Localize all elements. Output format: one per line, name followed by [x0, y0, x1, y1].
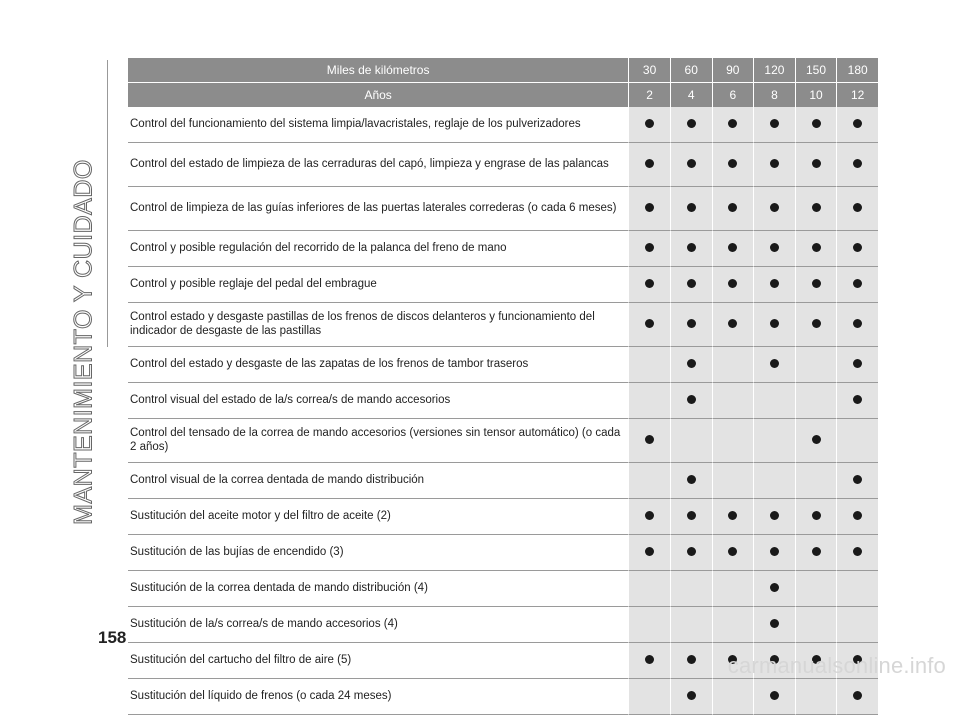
check-dot-icon — [812, 319, 821, 328]
interval-cell — [753, 571, 795, 607]
check-dot-icon — [687, 359, 696, 368]
check-dot-icon — [812, 511, 821, 520]
interval-cell — [712, 607, 754, 643]
interval-cell — [753, 187, 795, 231]
interval-cell — [670, 347, 712, 383]
check-dot-icon — [687, 279, 696, 288]
interval-cell — [628, 267, 670, 303]
interval-cell — [670, 419, 712, 463]
interval-cell — [795, 383, 837, 419]
table-row — [128, 571, 878, 607]
interval-cell — [670, 383, 712, 419]
check-dot-icon — [687, 547, 696, 556]
check-dot-icon — [645, 511, 654, 520]
interval-cell — [628, 643, 670, 679]
operation-description: Sustitución de las bujías de encendido (3) — [128, 535, 628, 571]
interval-cell — [628, 571, 670, 607]
check-dot-icon — [645, 243, 654, 252]
interval-cell — [712, 107, 754, 143]
interval-cell — [753, 143, 795, 187]
operation-description: Sustitución del cartucho del filtro de aire (5) — [128, 643, 628, 679]
check-dot-icon — [770, 691, 779, 700]
interval-cell — [628, 187, 670, 231]
interval-cell — [712, 463, 754, 499]
interval-cell — [712, 143, 754, 187]
interval-cell — [712, 231, 754, 267]
check-dot-icon — [687, 475, 696, 484]
table-row — [128, 107, 878, 143]
check-dot-icon — [687, 119, 696, 128]
interval-cell — [753, 607, 795, 643]
check-dot-icon — [645, 655, 654, 664]
interval-cell — [836, 383, 878, 419]
km-interval: 180 — [836, 58, 878, 83]
table-row — [128, 267, 878, 303]
table-row — [128, 347, 878, 383]
table-row — [128, 463, 878, 499]
interval-cell — [836, 499, 878, 535]
header-km-row — [128, 58, 878, 83]
interval-cell — [628, 231, 670, 267]
interval-cell — [712, 187, 754, 231]
side-divider — [107, 60, 108, 347]
year-interval: 2 — [628, 83, 670, 107]
interval-cell — [628, 383, 670, 419]
interval-cell — [670, 571, 712, 607]
maintenance-schedule-table — [128, 58, 878, 715]
interval-cell — [712, 679, 754, 715]
check-dot-icon — [853, 119, 862, 128]
check-dot-icon — [770, 619, 779, 628]
check-dot-icon — [770, 159, 779, 168]
check-dot-icon — [853, 203, 862, 212]
interval-cell — [753, 383, 795, 419]
check-dot-icon — [853, 511, 862, 520]
check-dot-icon — [770, 359, 779, 368]
table-row — [128, 187, 878, 231]
year-interval: 8 — [753, 83, 795, 107]
table-row — [128, 607, 878, 643]
km-interval: 120 — [753, 58, 795, 83]
interval-cell — [836, 107, 878, 143]
interval-cell — [628, 303, 670, 347]
interval-cell — [836, 535, 878, 571]
year-interval: 4 — [670, 83, 712, 107]
check-dot-icon — [770, 203, 779, 212]
interval-cell — [670, 187, 712, 231]
interval-cell — [753, 499, 795, 535]
check-dot-icon — [812, 119, 821, 128]
check-dot-icon — [687, 511, 696, 520]
operation-description: Sustitución del aceite motor y del filtro de aceite (2) — [128, 499, 628, 535]
km-interval: 90 — [712, 58, 754, 83]
interval-cell — [628, 419, 670, 463]
interval-cell — [795, 607, 837, 643]
interval-cell — [836, 679, 878, 715]
interval-cell — [628, 499, 670, 535]
check-dot-icon — [728, 243, 737, 252]
check-dot-icon — [687, 395, 696, 404]
check-dot-icon — [728, 279, 737, 288]
interval-cell — [836, 607, 878, 643]
interval-cell — [795, 679, 837, 715]
interval-cell — [753, 463, 795, 499]
interval-cell — [795, 231, 837, 267]
interval-cell — [795, 187, 837, 231]
table-row — [128, 383, 878, 419]
km-interval: 30 — [628, 58, 670, 83]
check-dot-icon — [645, 547, 654, 556]
interval-cell — [795, 267, 837, 303]
check-dot-icon — [770, 119, 779, 128]
interval-cell — [753, 535, 795, 571]
interval-cell — [712, 267, 754, 303]
check-dot-icon — [645, 203, 654, 212]
check-dot-icon — [853, 319, 862, 328]
header-km-label: Miles de kilómetros — [128, 58, 628, 83]
year-interval: 6 — [712, 83, 754, 107]
check-dot-icon — [853, 395, 862, 404]
operation-description: Control y posible reglaje del pedal del embrague — [128, 267, 628, 303]
interval-cell — [836, 187, 878, 231]
check-dot-icon — [770, 511, 779, 520]
operation-description: Control del estado de limpieza de las cerraduras del capó, limpieza y engrase de las palancas — [128, 143, 628, 187]
operation-description: Control estado y desgaste pastillas de los frenos de discos delanteros y funcionamiento del indicador de desgaste de las pastillas — [128, 303, 628, 347]
check-dot-icon — [687, 655, 696, 664]
check-dot-icon — [812, 203, 821, 212]
check-dot-icon — [812, 279, 821, 288]
check-dot-icon — [770, 243, 779, 252]
operation-description: Sustitución de la/s correa/s de mando accesorios (4) — [128, 607, 628, 643]
operation-description: Control del tensado de la correa de mando accesorios (versiones sin tensor automático) (o cada 2 años) — [128, 419, 628, 463]
operation-description: Control y posible regulación del recorrido de la palanca del freno de mano — [128, 231, 628, 267]
table-row — [128, 499, 878, 535]
check-dot-icon — [853, 243, 862, 252]
interval-cell — [753, 419, 795, 463]
interval-cell — [836, 231, 878, 267]
interval-cell — [712, 535, 754, 571]
interval-cell — [628, 535, 670, 571]
interval-cell — [836, 303, 878, 347]
interval-cell — [753, 303, 795, 347]
interval-cell — [753, 107, 795, 143]
interval-cell — [795, 303, 837, 347]
operation-description: Control del estado y desgaste de las zapatas de los frenos de tambor traseros — [128, 347, 628, 383]
check-dot-icon — [728, 319, 737, 328]
table-row — [128, 419, 878, 463]
interval-cell — [836, 571, 878, 607]
interval-cell — [670, 499, 712, 535]
interval-cell — [795, 143, 837, 187]
interval-cell — [628, 463, 670, 499]
interval-cell — [670, 303, 712, 347]
check-dot-icon — [645, 159, 654, 168]
check-dot-icon — [687, 159, 696, 168]
interval-cell — [670, 231, 712, 267]
interval-cell — [628, 107, 670, 143]
operation-description: Sustitución de la correa dentada de mando distribución (4) — [128, 571, 628, 607]
check-dot-icon — [853, 159, 862, 168]
check-dot-icon — [645, 279, 654, 288]
operation-description: Control de limpieza de las guías inferiores de las puertas laterales correderas (o cada 6 meses) — [128, 187, 628, 231]
watermark-text: carmanualsonline.info — [727, 653, 946, 678]
header-years-label: Años — [128, 83, 628, 107]
check-dot-icon — [812, 159, 821, 168]
interval-cell — [712, 419, 754, 463]
interval-cell — [670, 463, 712, 499]
interval-cell — [628, 607, 670, 643]
operation-description: Control visual de la correa dentada de mando distribución — [128, 463, 628, 499]
interval-cell — [670, 679, 712, 715]
interval-cell — [795, 419, 837, 463]
check-dot-icon — [770, 547, 779, 556]
km-interval: 150 — [795, 58, 837, 83]
section-title-text: MANTENIMIENTO Y CUIDADO — [69, 159, 98, 525]
interval-cell — [670, 143, 712, 187]
check-dot-icon — [728, 511, 737, 520]
check-dot-icon — [728, 547, 737, 556]
table-row — [128, 679, 878, 715]
interval-cell — [753, 679, 795, 715]
year-interval: 12 — [836, 83, 878, 107]
interval-cell — [836, 143, 878, 187]
interval-cell — [795, 463, 837, 499]
check-dot-icon — [687, 691, 696, 700]
interval-cell — [795, 347, 837, 383]
interval-cell — [712, 347, 754, 383]
interval-cell — [795, 107, 837, 143]
check-dot-icon — [728, 159, 737, 168]
interval-cell — [670, 607, 712, 643]
interval-cell — [795, 535, 837, 571]
operation-description: Control visual del estado de la/s correa/s de mando accesorios — [128, 383, 628, 419]
check-dot-icon — [687, 243, 696, 252]
interval-cell — [753, 267, 795, 303]
page-number: 158 — [98, 628, 127, 647]
interval-cell — [670, 107, 712, 143]
check-dot-icon — [687, 319, 696, 328]
interval-cell — [753, 347, 795, 383]
check-dot-icon — [853, 691, 862, 700]
header-years-row — [128, 83, 878, 107]
check-dot-icon — [853, 475, 862, 484]
check-dot-icon — [728, 203, 737, 212]
check-dot-icon — [645, 435, 654, 444]
check-dot-icon — [812, 547, 821, 556]
check-dot-icon — [770, 583, 779, 592]
check-dot-icon — [853, 279, 862, 288]
table-row — [128, 535, 878, 571]
operation-description: Sustitución del líquido de frenos (o cada 24 meses) — [128, 679, 628, 715]
interval-cell — [836, 347, 878, 383]
interval-cell — [670, 535, 712, 571]
interval-cell — [712, 303, 754, 347]
interval-cell — [628, 143, 670, 187]
check-dot-icon — [645, 119, 654, 128]
interval-cell — [795, 571, 837, 607]
check-dot-icon — [812, 435, 821, 444]
check-dot-icon — [728, 119, 737, 128]
interval-cell — [836, 463, 878, 499]
interval-cell — [753, 231, 795, 267]
check-dot-icon — [645, 319, 654, 328]
interval-cell — [628, 679, 670, 715]
interval-cell — [836, 267, 878, 303]
table-row — [128, 303, 878, 347]
year-interval: 10 — [795, 83, 837, 107]
check-dot-icon — [770, 279, 779, 288]
check-dot-icon — [853, 547, 862, 556]
km-interval: 60 — [670, 58, 712, 83]
interval-cell — [628, 347, 670, 383]
check-dot-icon — [687, 203, 696, 212]
check-dot-icon — [770, 319, 779, 328]
interval-cell — [670, 267, 712, 303]
interval-cell — [836, 419, 878, 463]
table-row — [128, 143, 878, 187]
interval-cell — [795, 499, 837, 535]
interval-cell — [712, 571, 754, 607]
interval-cell — [670, 643, 712, 679]
table-row — [128, 231, 878, 267]
interval-cell — [712, 383, 754, 419]
check-dot-icon — [812, 243, 821, 252]
interval-cell — [712, 499, 754, 535]
operation-description: Control del funcionamiento del sistema limpia/lavacristales, reglaje de los pulverizadores — [128, 107, 628, 143]
check-dot-icon — [853, 359, 862, 368]
